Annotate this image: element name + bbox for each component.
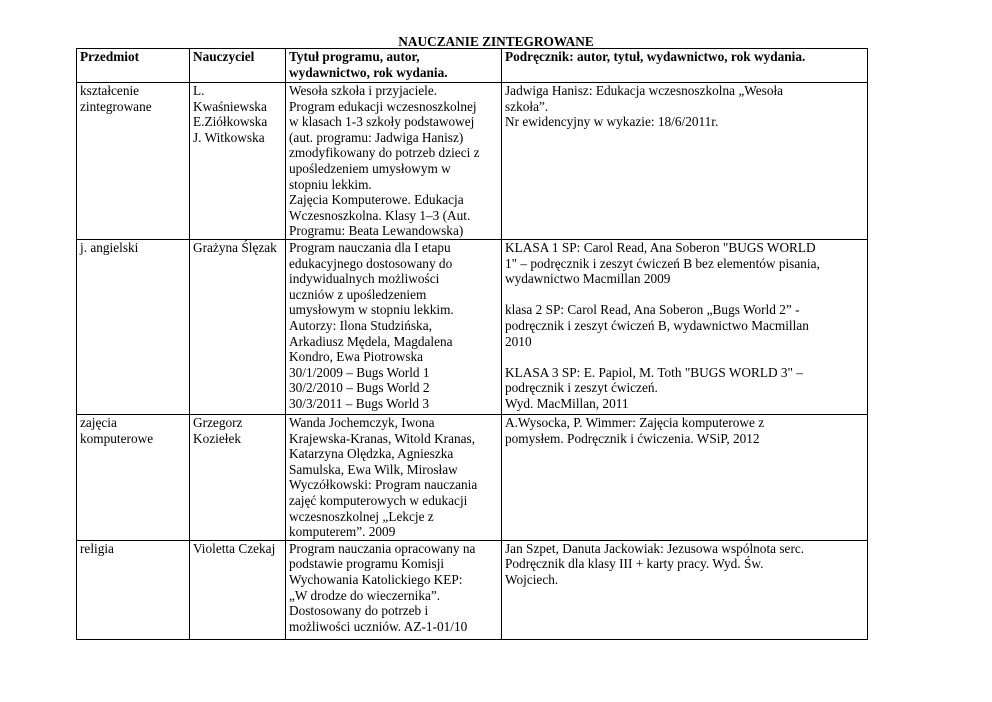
cell-line: religia	[80, 540, 114, 556]
header-textbook: Podręcznik: autor, tytuł, wydawnictwo, rok wydania.	[502, 49, 868, 83]
cell-line: Grzegorz	[193, 415, 243, 430]
paragraph-gap	[505, 287, 864, 303]
header-row	[77, 49, 868, 83]
cell-line: 30/3/2011 – Bugs World 3	[289, 395, 430, 411]
cell-line: j. angielski	[80, 240, 139, 255]
header-program	[286, 49, 502, 83]
cell-textbook	[502, 415, 868, 541]
cell-line: Program nauczania dla I etapu	[289, 240, 451, 255]
cell-subject	[77, 540, 190, 639]
cell-line: szkoła”.	[505, 98, 549, 114]
cell-line: upośledzeniem umysłowym w	[289, 160, 451, 176]
cell-line: umysłowym w stopniu lekkim.	[289, 302, 454, 318]
header-teacher: Nauczyciel	[190, 49, 286, 83]
cell-line: Dostosowany do potrzeb i	[289, 603, 429, 619]
cell-line: w klasach 1-3 szkoły podstawowej	[289, 114, 475, 130]
cell-line: Kwaśniewska	[193, 98, 267, 114]
cell-line: 30/2/2010 – Bugs World 2	[289, 380, 430, 396]
cell-line: Samulska, Ewa Wilk, Mirosław	[289, 461, 458, 477]
cell-line: klasa 2 SP: Carol Read, Ana Soberon „Bugs World 2” -	[505, 302, 800, 318]
cell-line: kształcenie	[80, 83, 140, 98]
cell-line: Program edukacji wczesnoszkolnej	[289, 98, 477, 114]
cell-line: Wyczółkowski: Program nauczania	[289, 477, 478, 493]
cell-line: Wychowania Katolickiego KEP:	[289, 571, 463, 587]
cell-program	[286, 240, 502, 415]
cell-teacher	[190, 83, 286, 240]
cell-line: 1" – podręcznik i zeszyt ćwiczeń B bez elementów pisania,	[505, 255, 820, 271]
cell-line: E.Ziółkowska	[193, 114, 268, 130]
cell-line: Katarzyna Olędzka, Agnieszka	[289, 446, 454, 462]
cell-line: L.	[193, 83, 205, 98]
cell-teacher	[190, 540, 286, 639]
cell-line: wczesnoszkolnej „Lekcje z	[289, 508, 434, 524]
cell-line: zmodyfikowany do potrzeb dzieci z	[289, 145, 480, 161]
table-row	[77, 240, 868, 415]
cell-line: Wyd. MacMillan, 2011	[505, 395, 629, 411]
cell-line: komputerowe	[80, 430, 154, 446]
cell-line: edukacyjnego dostosowany do	[289, 255, 453, 271]
cell-line: Violetta Czekaj	[193, 540, 276, 556]
cell-line: podstawie programu Komisji	[289, 556, 445, 572]
header-program-line: Tytuł programu, autor,	[289, 49, 420, 64]
document-title: NAUCZANIE ZINTEGROWANE	[398, 34, 594, 49]
cell-line: Wczesnoszkolna. Klasy 1–3 (Aut.	[289, 207, 471, 223]
cell-line: Krajewska-Kranas, Witold Kranas,	[289, 430, 476, 446]
cell-line: Kondro, Ewa Piotrowska	[289, 349, 424, 365]
cell-line: Koziełek	[193, 430, 241, 446]
cell-line: uczniów z upośledzeniem	[289, 286, 427, 302]
cell-line: 2010	[505, 333, 532, 349]
cell-line: A.Wysocka, P. Wimmer: Zajęcia komputerowe z	[505, 415, 765, 430]
cell-line: Program nauczania opracowany na	[289, 540, 476, 556]
cell-program	[286, 540, 502, 639]
cell-textbook	[502, 83, 868, 240]
cell-line: KLASA 3 SP: E. Papiol, M. Toth "BUGS WORLD 3" –	[505, 364, 803, 380]
cell-program	[286, 83, 502, 240]
cell-teacher	[190, 415, 286, 541]
table-row	[77, 415, 868, 541]
cell-line: pomysłem. Podręcznik i ćwiczenia. WSiP, 2012	[505, 430, 760, 446]
cell-line: Zajęcia Komputerowe. Edukacja	[289, 192, 464, 208]
cell-line: zajęcia	[80, 415, 117, 430]
cell-line: wydawnictwo Macmillan 2009	[505, 271, 671, 287]
table-row	[77, 540, 868, 639]
curriculum-table	[76, 48, 868, 640]
cell-textbook	[502, 240, 868, 415]
cell-line: (aut. programu: Jadwiga Hanisz)	[289, 129, 464, 145]
cell-line: Arkadiusz Mędela, Magdalena	[289, 333, 453, 349]
cell-line: „W drodze do wieczernika”.	[289, 587, 441, 603]
cell-line: stopniu lekkim.	[289, 176, 372, 192]
cell-line: Wojciech.	[505, 571, 559, 587]
paragraph-gap	[505, 349, 864, 365]
cell-line: Wesoła szkoła i przyjaciele.	[289, 83, 438, 98]
cell-subject	[77, 83, 190, 240]
cell-line: 30/1/2009 – Bugs World 1	[289, 364, 430, 380]
cell-line: możliwości uczniów. AZ-1-01/10	[289, 618, 468, 634]
cell-line: Nr ewidencyjny w wykazie: 18/6/2011r.	[505, 114, 719, 130]
cell-line: Wanda Jochemczyk, Iwona	[289, 415, 435, 430]
cell-line: indywidualnych możliwości	[289, 271, 440, 287]
cell-subject	[77, 415, 190, 541]
cell-line: Autorzy: Ilona Studzińska,	[289, 317, 432, 333]
cell-line: podręcznik i zeszyt ćwiczeń B, wydawnictwo Macmillan	[505, 317, 809, 333]
cell-line: Podręcznik dla klasy III + karty pracy. Wyd. Św.	[505, 556, 764, 572]
header-subject: Przedmiot	[77, 49, 190, 83]
cell-line: podręcznik i zeszyt ćwiczeń.	[505, 380, 658, 396]
cell-line: zajęć komputerowych w edukacji	[289, 492, 468, 508]
cell-program	[286, 415, 502, 541]
header-program-line: wydawnictwo, rok wydania.	[289, 64, 448, 80]
cell-line: Grażyna Ślęzak	[193, 240, 277, 255]
cell-line: Jadwiga Hanisz: Edukacja wczesnoszkolna „Wesoła	[505, 83, 784, 98]
cell-subject	[77, 240, 190, 415]
cell-line: Programu: Beata Lewandowska)	[289, 223, 464, 239]
cell-line: J. Witkowska	[193, 129, 265, 145]
cell-line: zintegrowane	[80, 98, 152, 114]
cell-line: Jan Szpet, Danuta Jackowiak: Jezusowa wspólnota serc.	[505, 540, 805, 556]
cell-line: KLASA 1 SP: Carol Read, Ana Soberon "BUGS WORLD	[505, 240, 816, 255]
cell-teacher	[190, 240, 286, 415]
cell-line: komputerem”. 2009	[289, 524, 396, 540]
table-row	[77, 83, 868, 240]
cell-textbook	[502, 540, 868, 639]
